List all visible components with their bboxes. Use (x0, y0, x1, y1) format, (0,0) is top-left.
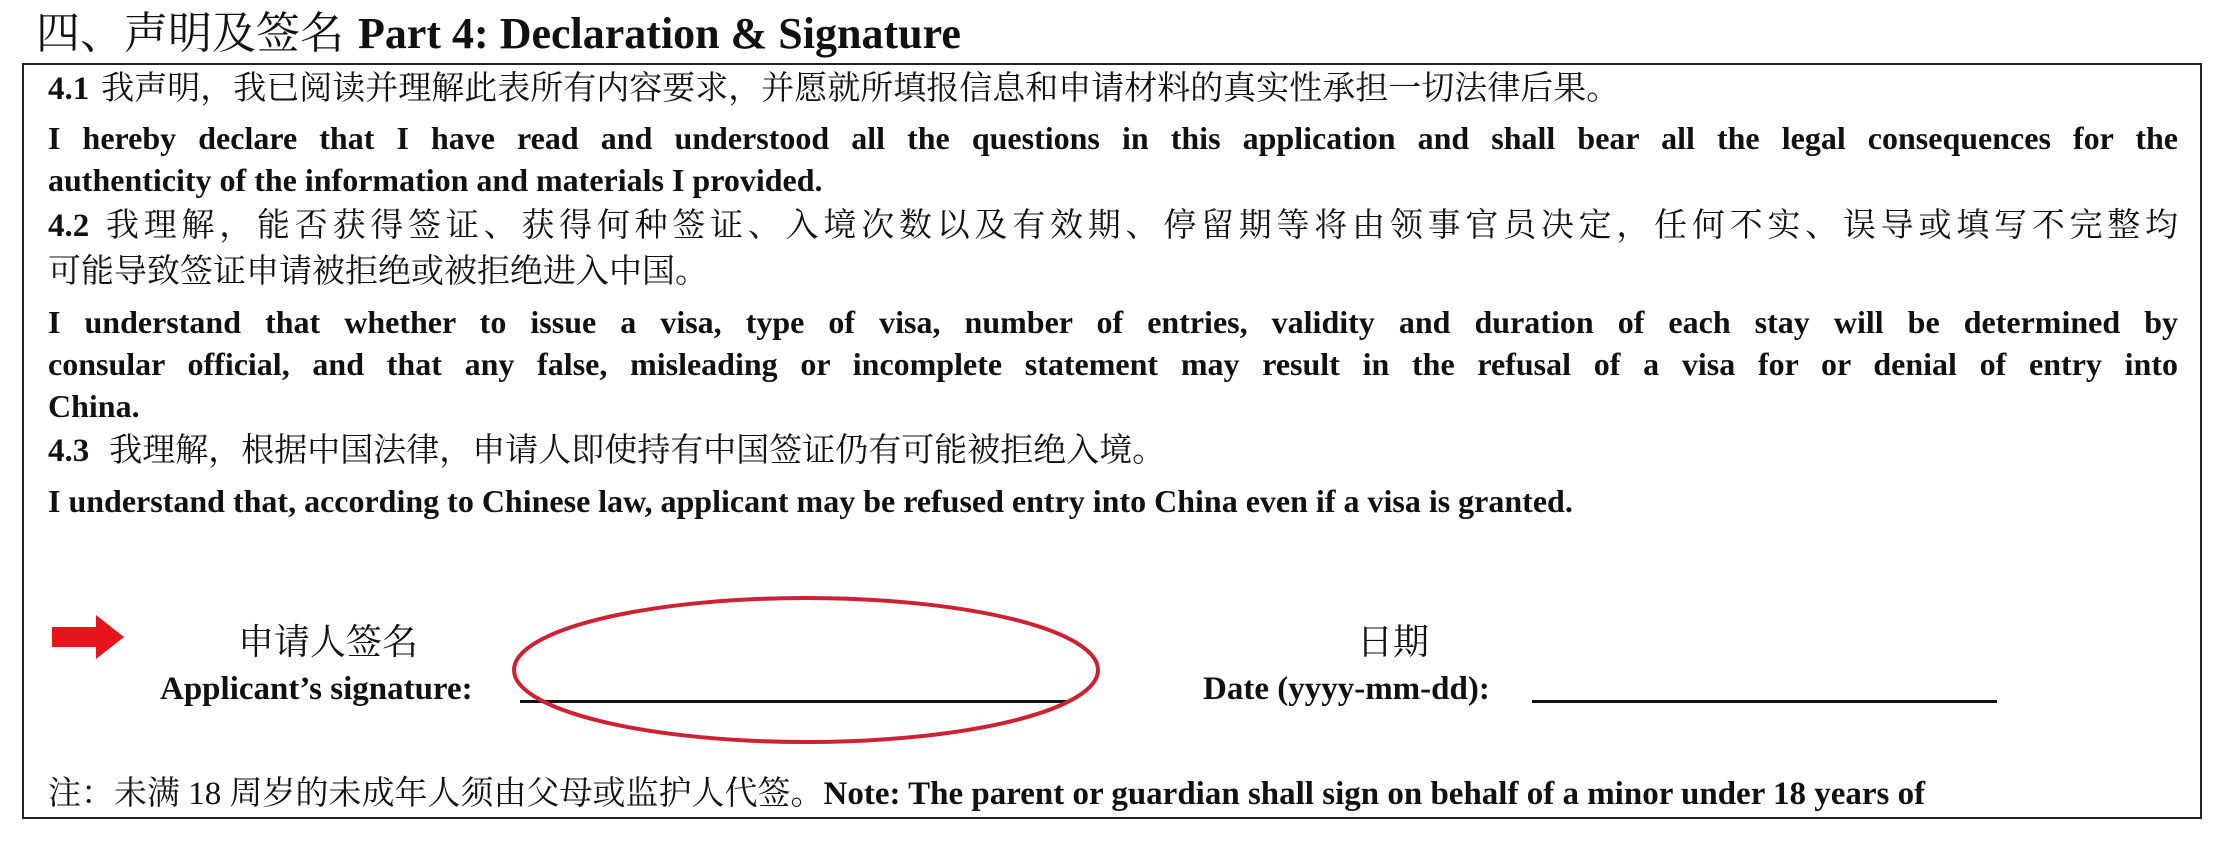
date-label-zh: 日期 (1357, 622, 1430, 662)
section-title-en: Part 4: Declaration & Signature (358, 9, 961, 58)
declaration-4-1-zh: 4.1 我声明，我已阅读并理解此表所有内容要求，并愿就所填报信息和申请材料的真实性承担一切法律后果。 (48, 71, 1620, 107)
declaration-4-2-zh-line-2: 可能导致签证申请被拒绝或被拒绝进入中国。 (48, 254, 708, 290)
signature-label-zh: 申请人签名 (238, 622, 419, 662)
declaration-4-2-zh-line-1: 4.2 我理解，能否获得签证、获得何种签证、入境次数以及有效期、停留期等将由领事官员决定，任何不实、误导或填写不完整均 (48, 208, 2178, 244)
highlight-ellipse (508, 592, 1104, 748)
signature-label-en: Applicant’s signature: (160, 671, 473, 707)
declaration-4-2-en-line-1: I understand that whether to issue a visa, type of visa, number of entries, validity and duration of each stay will be determined by (48, 304, 2178, 340)
declaration-4-3-number: 4.3 (48, 433, 90, 469)
section-title-zh: 四、声明及签名 (36, 9, 344, 58)
minor-note-en: Note: The parent or guardian shall sign on behalf of a minor under 18 years of (823, 776, 1926, 812)
declaration-4-1-number: 4.1 (48, 71, 90, 107)
date-label-en: Date (yyyy-mm-dd): (1203, 671, 1490, 707)
date-field[interactable] (1532, 700, 1997, 703)
minor-note-zh: 注：未满 18 周岁的未成年人须由父母或监护人代签。 (48, 776, 824, 812)
declaration-4-1-en-line-2: authenticity of the information and materials I provided. (48, 162, 823, 198)
declaration-4-2-number: 4.2 (48, 208, 90, 244)
declaration-4-1-en-line-1: I hereby declare that I have read and understood all the questions in this application and shall bear all the legal consequences for the (48, 120, 2178, 156)
section-title (36, 6, 961, 62)
right-arrow-icon (52, 615, 124, 659)
minor-note (48, 772, 1925, 816)
declaration-4-2-en-line-2: consular official, and that any false, misleading or incomplete statement may result in the refusal of a visa for or denial of entry into (48, 346, 2178, 382)
declaration-4-3-zh: 4.3 我理解，根据中国法律，申请人即使持有中国签证仍有可能被拒绝入境。 (48, 433, 1166, 469)
declaration-4-2-en-line-3: China. (48, 388, 140, 424)
declaration-4-3-en: I understand that, according to Chinese law, applicant may be refused entry into China even if a visa is granted. (48, 483, 1573, 519)
